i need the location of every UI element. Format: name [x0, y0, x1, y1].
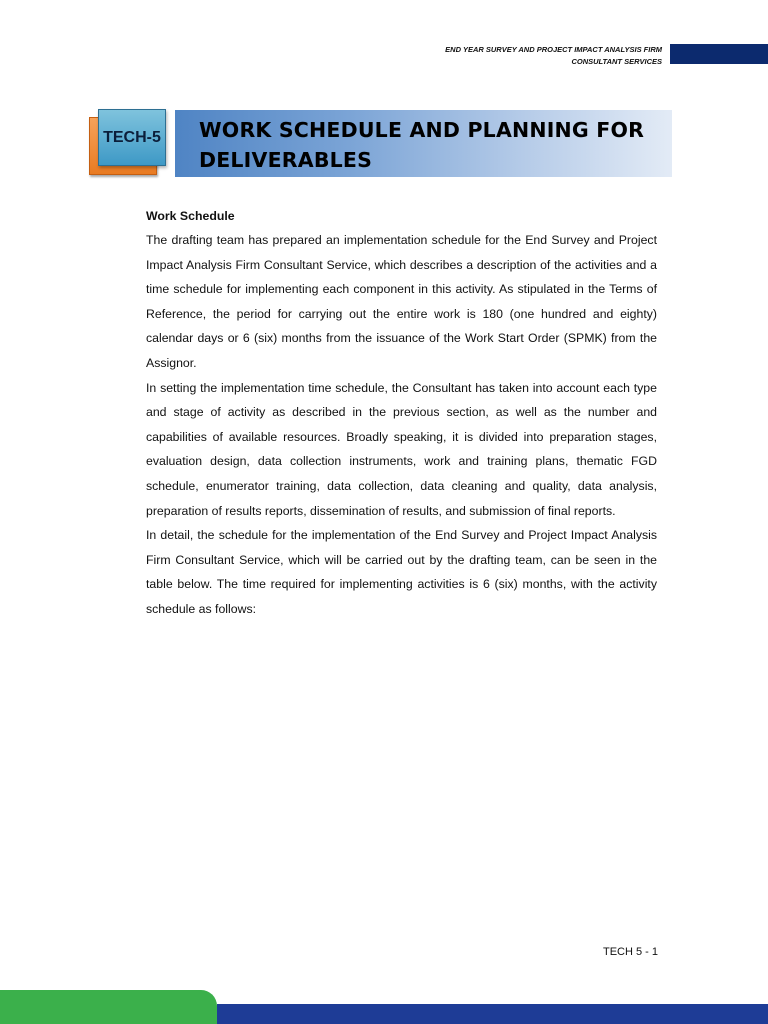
section-badge — [98, 109, 166, 166]
footer-blue-band — [217, 1004, 768, 1024]
header-line-1: END YEAR SURVEY AND PROJECT IMPACT ANALYSIS FIRM — [445, 45, 662, 54]
document-header — [445, 44, 662, 68]
paragraph-1: The drafting team has prepared an implementation schedule for the End Survey and Project Impact Analysis Firm Consultant Service, which describes a description of the activities and a time schedule for implementing each component in this activity. As stipulated in the Terms of Reference, the period for carrying out the entire work is 180 (one hundred and eighty) calendar days or 6 (six) months from the issuance of the Work Start Order (SPMK) from the Assignor. — [146, 233, 657, 370]
footer-green-band — [0, 990, 217, 1024]
page-number: TECH 5 - 1 — [602, 946, 658, 958]
subsection-heading: Work Schedule — [146, 209, 235, 223]
header-accent-bar — [670, 44, 768, 64]
body-content — [146, 204, 657, 622]
section-badge-label: TECH-5 — [103, 128, 161, 146]
header-line-2: CONSULTANT SERVICES — [571, 57, 662, 66]
paragraph-3: In detail, the schedule for the implementation of the End Survey and Project Impact Analysis Firm Consultant Service, which will be carried out by the drafting team, can be seen in the table below. The time required for implementing activities is 6 (six) months, with the activity schedule as follows: — [146, 528, 657, 616]
paragraph-2: In setting the implementation time schedule, the Consultant has taken into account each type and stage of activity as described in the previous section, as well as the number and capabilities of available resources. Broadly speaking, it is divided into preparation stages, evaluation design, data collection instruments, work and training plans, thematic FGD schedule, enumerator training, data collection, data cleaning and quality, data analysis, preparation of results reports, dissemination of results, and submission of final reports. — [146, 380, 657, 518]
section-title: WORK SCHEDULE AND PLANNING FOR DELIVERABLES — [199, 118, 645, 172]
